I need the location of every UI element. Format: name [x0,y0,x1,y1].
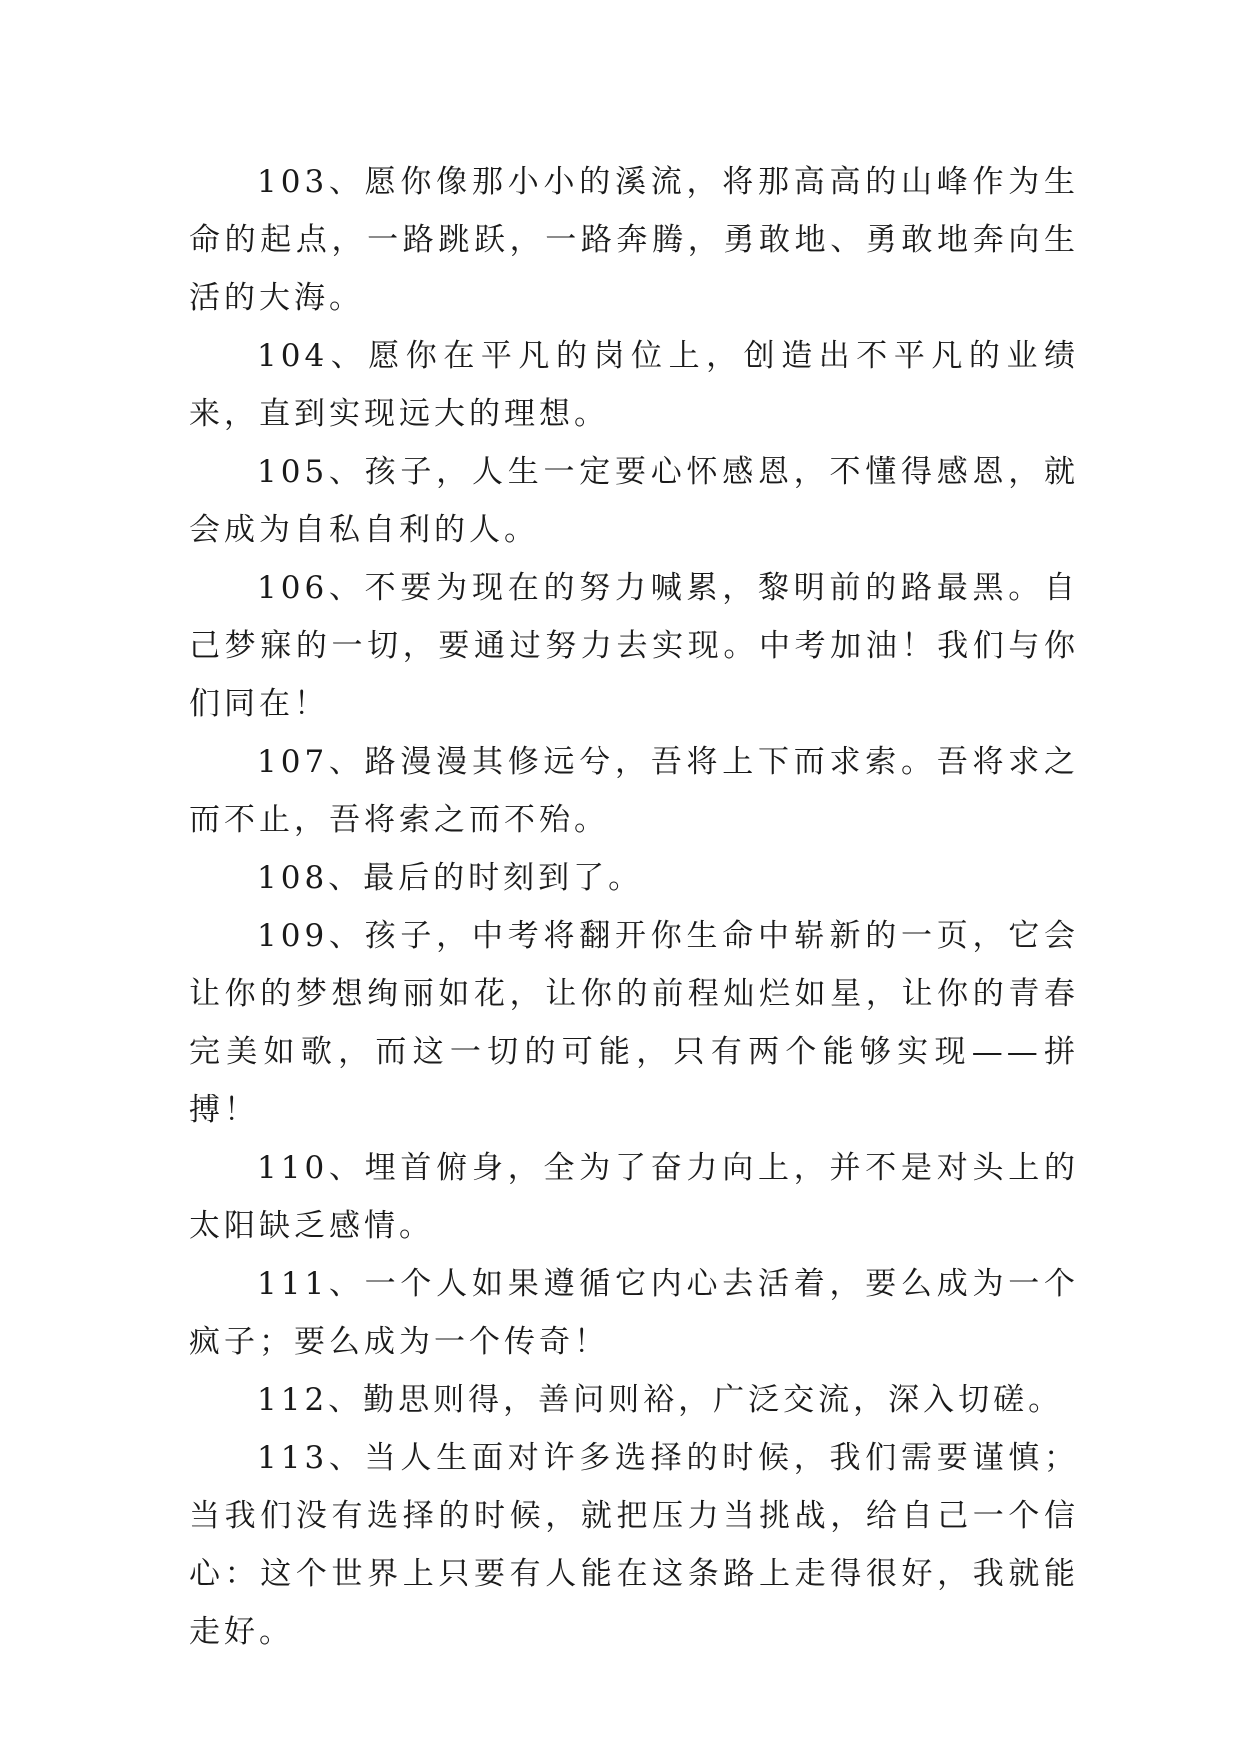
paragraph-111: 111、一个人如果遵循它内心去活着，要么成为一个疯子；要么成为一个传奇！ [189,1266,1079,1360]
paragraph-105: 105、孩子，人生一定要心怀感恩，不懂得感恩，就会成为自私自利的人。 [189,454,1079,548]
paragraph-113: 113、当人生面对许多选择的时候，我们需要谨慎；当我们没有选择的时候，就把压力当挑战，给自己一个信心：这个世界上只要有人能在这条路上走得很好，我就能走好。 [189,1440,1079,1650]
paragraph-109: 109、孩子，中考将翻开你生命中崭新的一页，它会让你的梦想绚丽如花，让你的前程灿烂如星，让你的青春完美如歌，而这一切的可能，只有两个能够实现——拼搏！ [189,918,1079,1128]
paragraph-107: 107、路漫漫其修远兮，吾将上下而求索。吾将求之而不止，吾将索之而不殆。 [189,744,1079,838]
paragraph-110: 110、埋首俯身，全为了奋力向上，并不是对头上的太阳缺乏感情。 [189,1150,1079,1244]
paragraph-103: 103、愿你像那小小的溪流，将那高高的山峰作为生命的起点，一路跳跃，一路奔腾，勇敢地、勇敢地奔向生活的大海。 [189,164,1079,316]
document-body [189,153,1079,1661]
paragraph-108: 108、最后的时刻到了。 [257,860,644,896]
paragraph-112: 112、勤思则得，善问则裕，广泛交流，深入切磋。 [257,1382,1064,1418]
paragraph-104: 104、愿你在平凡的岗位上，创造出不平凡的业绩来，直到实现远大的理想。 [189,338,1079,432]
paragraph-106: 106、不要为现在的努力喊累，黎明前的路最黑。自己梦寐的一切，要通过努力去实现。中考加油！我们与你们同在！ [189,570,1079,722]
